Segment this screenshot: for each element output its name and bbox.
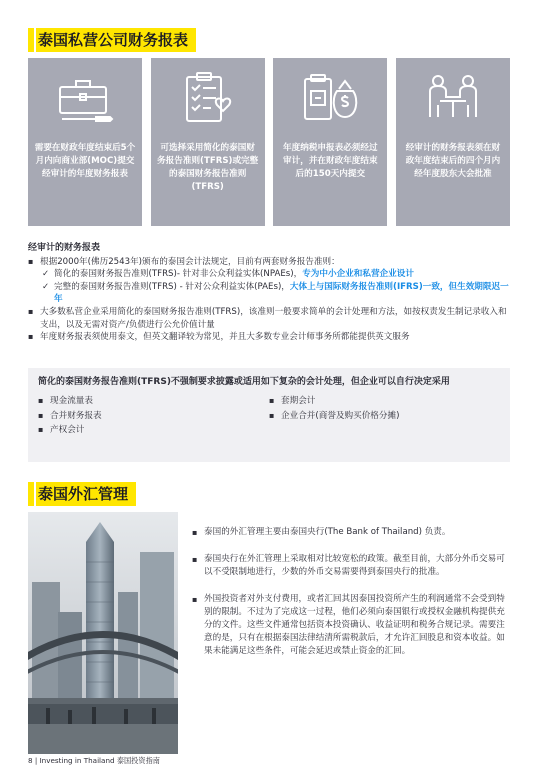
box-column-right bbox=[269, 395, 500, 439]
box-column-left bbox=[38, 395, 269, 439]
box-columns bbox=[38, 395, 500, 439]
section-header-financial-statements bbox=[28, 28, 196, 52]
check-icon: ✓ bbox=[42, 269, 50, 280]
card-text: 可选择采用简化的泰国财务报告准则(TFRS)或完整的泰国财务报告准则(TFRS) bbox=[157, 143, 259, 192]
bullet-item: ▪ 大多数私营企业采用简化的泰国财务报告准则(TFRS)，该准则一般要求简单的会计处理和方法，如按权责发生制记录收入和支出，以及无需对资产/负债进行公允价值计量 bbox=[28, 306, 514, 331]
accent-bar bbox=[28, 482, 34, 506]
list-item: ▪ 企业合并(商誉及购买价格分摊) bbox=[269, 410, 500, 423]
document-money-bag-icon bbox=[273, 64, 387, 130]
info-card bbox=[273, 58, 387, 226]
bullet-item: ▪ 泰国央行在外汇管理上采取相对比较宽松的政策。截至目前，大部分外币交易可以不受限制地进行，少数的外币交易需要得到泰国央行的批准。 bbox=[192, 553, 512, 579]
check-text: 完整的泰国财务报告准则(TFRS) - 针对公众利益实体(PAEs)， bbox=[54, 281, 290, 292]
section-title: 泰国私营公司财务报表 bbox=[36, 28, 196, 52]
check-icon: ✓ bbox=[42, 281, 50, 292]
bullet-item: ▪ 根据2000年(佛历2543年)颁布的泰国会计法规定，目前有两套财务报告准则： bbox=[28, 256, 514, 269]
bullet-item: ▪ 外国投资者对外支付费用，或者汇回其因泰国投资所产生的利润通常不会受到特别的限制。不过为了完成这一过程，他们必须向泰国银行或授权金融机构提供充分的文件。这些文件通常包括资本投资确认、收益证明和税务合规记录。需要注意的是，只有在根据泰国法律结清所需税款后，才允许汇回股息和资本收益。如果未能满足这些条件，可能会延迟或禁止资金的汇回。 bbox=[192, 593, 512, 658]
box-heading: 简化的泰国财务报告准则(TFRS)不强制要求披露或适用如下复杂的会计处理，但企业可以自行决定采用 bbox=[38, 377, 450, 387]
list-item: ▪ 产权会计 bbox=[38, 424, 269, 437]
info-card bbox=[151, 58, 265, 226]
city-skyline-photo bbox=[28, 512, 178, 754]
info-card bbox=[28, 58, 142, 226]
highlight-text: 专为中小企业和私营企业设计 bbox=[302, 269, 414, 280]
subsection-title: 经审计的财务报表 bbox=[28, 243, 101, 253]
bullet-item: ▪ 年度财务报表须使用泰文，但英文翻译较为常见，并且大多数专业会计师事务所都能提供英文服务 bbox=[28, 331, 514, 344]
info-cards bbox=[28, 58, 510, 226]
section-header-fx-control bbox=[28, 482, 136, 506]
highlight-text: 大体上与国际财务报告准则(IFRS)一致，但生效期限迟一年 bbox=[54, 281, 509, 305]
clipboard-heart-icon bbox=[151, 64, 265, 130]
card-text: 经审计的财务报表须在财政年度结束后的四个月内经年度股东大会批准 bbox=[405, 143, 501, 179]
audited-statements-section bbox=[28, 242, 514, 344]
section-title: 泰国外汇管理 bbox=[36, 482, 136, 506]
briefcase-pen-icon bbox=[28, 64, 142, 130]
list-item: ▪ 合并财务报表 bbox=[38, 410, 269, 423]
info-card bbox=[396, 58, 510, 226]
bullet-item: ▪ 泰国的外汇管理主要由泰国央行(The Bank of Thailand) 负责。 bbox=[192, 526, 512, 539]
fx-control-text bbox=[192, 526, 512, 672]
list-item: ▪ 现金流量表 bbox=[38, 395, 269, 408]
card-text: 需要在财政年度结束后5个月内向商业部(MOC)提交经审计的年度财务报表 bbox=[34, 143, 136, 179]
list-item: ▪ 套期会计 bbox=[269, 395, 500, 408]
check-item bbox=[28, 268, 514, 281]
meeting-people-icon bbox=[396, 64, 510, 130]
check-text: 简化的泰国财务报告准则(TFRS)- 针对非公众利益实体(NPAEs)， bbox=[54, 269, 303, 280]
optional-treatments-box bbox=[28, 368, 510, 462]
page-footer: 8 | Investing in Thailand 泰国投资指南 bbox=[28, 756, 160, 765]
accent-bar bbox=[28, 28, 34, 52]
card-text: 年度纳税申报表必须经过审计，并在财政年度结束后的150天内提交 bbox=[283, 143, 378, 179]
check-item bbox=[28, 281, 514, 306]
